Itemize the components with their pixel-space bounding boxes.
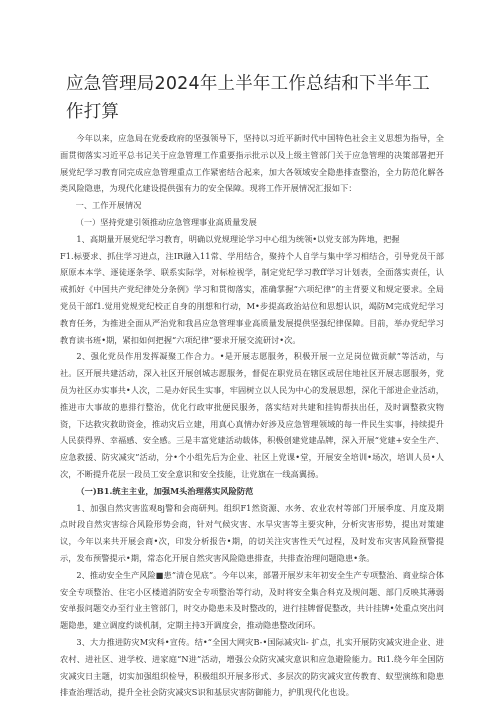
paragraph-item-1-cont: F1.标要求、抓住学习进点，注IR融入11常、学用结合，聚持个人自学与集中学习相结合，引导党员干部原原本本学、逐徒逐条学、联系实际学，对标检视学，制定党纪学习教ff学习计划表，全面落实责任，认戒抓好《中国共产党纪律处分条例》学习和贯彻落实，准确掌握“六项纪律”的主背要义和规定要求。全局党员干部f1.觉用党规党纪校正自身的刖想和行动，M•步提高政治站位和思想认识，竭防M完成党纪学习教育任务，为推进全面从严治党和我昌应急管理事业高质量发展提供坚强纪律保障。目前，举办党纪学习教育读书班•期，紧扣如何把握“六项纪律”要求开展交流研讨•次。 bbox=[60, 250, 444, 345]
document-body bbox=[60, 130, 444, 701]
paragraph-item-3: 1、加强自然灾害监观8j警和会商研判。组织F1然资源、水务、农业农村等部门开展季度、月度及期点时段自然灾害综合风险形势会商，针对气候灾害、水旱灾害等主要灾种，分析灾害形势，提出对策建议，今年以来共开展会商•次，印发分析报告•期，的切关注灾害性天气过程，及时发布灾害风险预警提示，发布预警提示•期，常态化开展自然灾害风险隐患排查，共排查治理问题隐患•条。 bbox=[60, 502, 444, 563]
document-title: 应急管理局2024年上半年工作总结和下半年工作打算 bbox=[66, 74, 430, 122]
paragraph-intro: 今年以来，应急局在党委政府的坚强领导下，坚持以习近平新时代中国特色社会主义思想为指导，全面贯彻落实习近平总书记关于应急管理工作重要指示批示以及上级主管部门关于应急管理的决策部署把开展党纪学习教育同完成应急管理重点工作紧密结合起来，加大各领域安全隐患排查整治，全力防范化解各类风险隐患，为现代化建设提供强有力的安全保障。现将工作开展情况汇报如下： bbox=[60, 133, 444, 194]
paragraph-item-2: 2、强化党员作用发挥凝聚工作合力。•是开展志愿服务，积极开展一立足岗位做贡献”等活动，与社。区开展共建活动，深入社区开展创城志愿服务，督促在职党员在辖区或居住地社区开展志愿服务，党员为社区办实事共•人次，二是办好民生实事，牢固树立以人民为中心的发展思想，深化干部进企业活动，推进市大事故的患排行整治，优化行政审批便民服务，落实结对共建和挂钩帮扶出任，及时调整救灾物资，下达救灾救助资金，推动灾后立建，用真心真情办好涉及应急管理领域的每一件民生实事，持续提升人民获得界、幸福感、安全感。三是丰富党建活动载体，积极创建党建品牌，深入开展“党建+安全生产、应急救援、防灾减灾”活动，分•个小组先后为企业、社区上党课•堂，开展安全培训•场次，培训人员•人次，不断提升花层一段员工安全意识和安全技能，让党旗在一线高翼扬。 bbox=[60, 351, 444, 479]
paragraph-item-1: 1、高期量开展党纪学习教育，明确以党规理论学习中心组为统领•以党支部为阵地，把握 bbox=[76, 233, 400, 244]
subsection-heading-2: （一)B1.统主主业，加强M头治理落实风险防范 bbox=[76, 485, 254, 496]
paragraph-item-4: 2、推动安全生产风险■患”清仓见底”。今年以来，部署开展岁末年初安全生产专项整治、商业综合体安全专项整治、住宅小区楼道消防安全专项整治等行动，及时将安全集合科克及规问题、部门反映其薄弱安单报问题交办至行业主管部门，时交办隐患未及时整改的，进行挂牌督促整改，共计挂牌•处重点突出问题隐患，建立调度约谈机制，定期主持3开调度会，推动隐患整改闭环。 bbox=[60, 569, 444, 631]
section-heading: 一、工作开展情况 bbox=[75, 200, 142, 211]
subsection-heading: （一）坚持党建引领推动应急管理事业高质量发展 bbox=[75, 216, 257, 227]
paragraph-item-5: 3、大力推进防灾M灾科•宣传。结•“全国大网灾B-•国际减灾li- 扩点，扎实开展防灾减灾进企业、进农村、进社区、进学校、进家庭“N进”活动，增强公众防灾减灾意识和应急避险能力。Ri1.绕今年全国防灾减灾日主题，切实加强组织检导，积极组织开展多形式、多层次的防灾减灾宣传教育、蚁型演练和隐患排查治理活动，提升全社会防灾减灾S识和基层灾害防御能力，护肌现代化也设。 bbox=[60, 636, 444, 698]
